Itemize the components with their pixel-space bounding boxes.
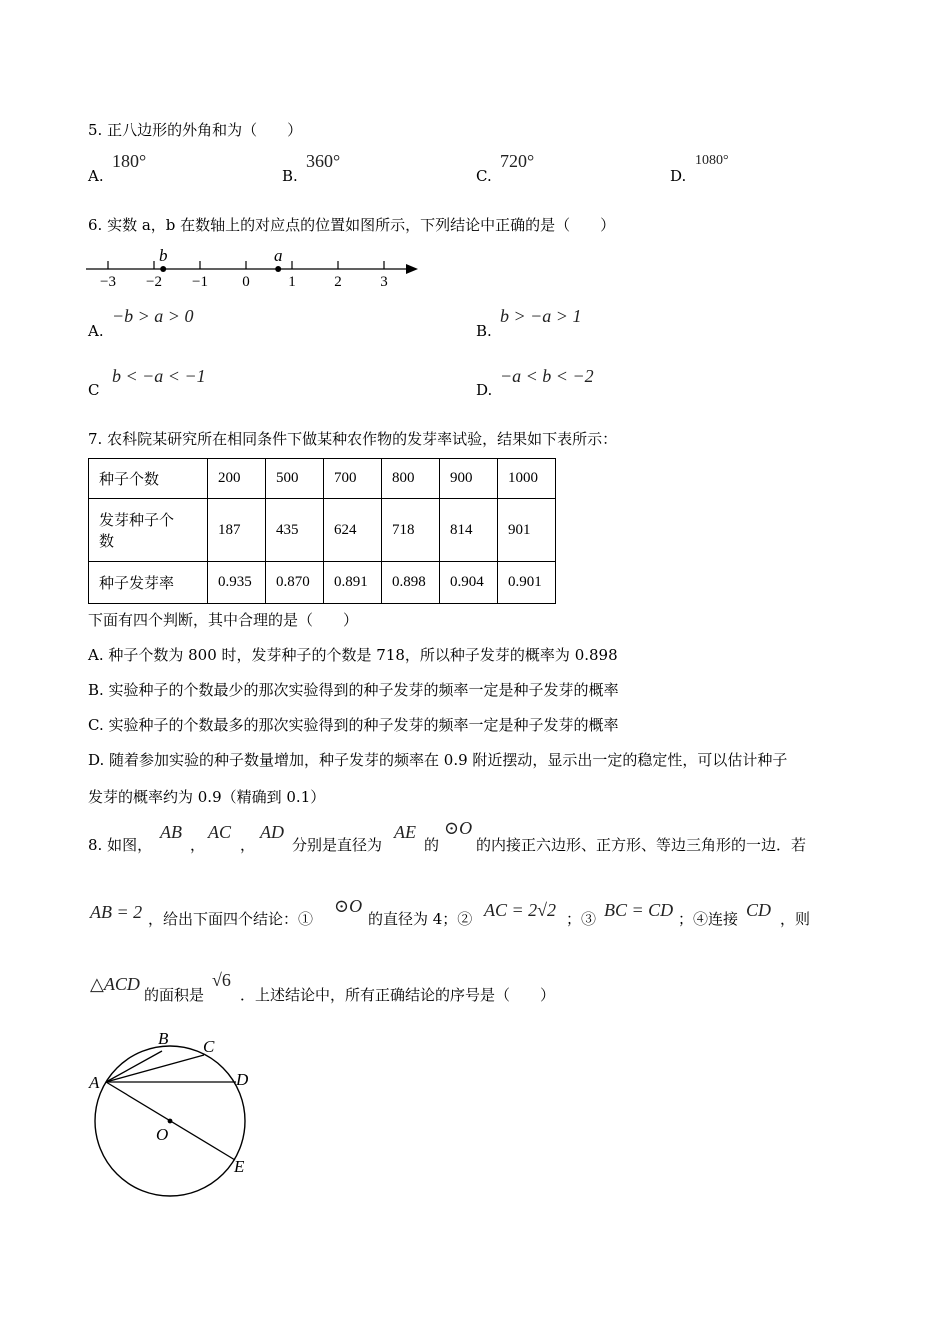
- number-line-arrow-icon: [406, 264, 418, 274]
- number-line-label-b: b: [158, 246, 168, 265]
- q5-option-d-value: 1080°: [695, 153, 729, 168]
- table-cell: 0.891: [324, 562, 382, 604]
- q8-text: 的面积是: [144, 986, 205, 1004]
- q6-option-a-value: −b > a > 0: [112, 306, 194, 326]
- table-cell: 0.898: [382, 562, 440, 604]
- q8-comma: ，: [190, 836, 206, 854]
- q5-option-b-value: 360°: [306, 151, 341, 171]
- label-o: O: [156, 1125, 169, 1144]
- q8-text: ；④连接: [678, 910, 739, 928]
- q8-math-circle-o: ⊙O: [444, 818, 473, 838]
- chord-ac: [106, 1055, 204, 1082]
- center-o-point: [168, 1119, 173, 1124]
- q7-option-a: A. 种子个数为 800 时，发芽种子的个数是 718，所以种子发芽的概率为 0.898: [88, 646, 618, 664]
- q6-option-c-value: b < −a < −1: [112, 366, 206, 386]
- q5-option-b-label: B.: [282, 167, 298, 185]
- table-cell: 1000: [498, 459, 556, 499]
- number-line-tick-label: −1: [192, 274, 208, 290]
- table-cell: 500: [266, 459, 324, 499]
- q8-math-sqrt6: √6: [212, 970, 231, 990]
- label-e: E: [234, 1157, 245, 1176]
- number-line-tick-label: −2: [146, 274, 162, 290]
- table-cell: [89, 499, 208, 562]
- table-cell: 700: [324, 459, 382, 499]
- q5-option-d-label: D.: [670, 167, 687, 185]
- q8-text: 的内接正六边形、正方形、等边三角形的一边．若: [476, 836, 807, 854]
- q8-math-ac-eq: AC = 2√2: [484, 900, 557, 920]
- table-cell: 187: [208, 499, 266, 562]
- q7-germination-table: [88, 458, 556, 604]
- q6-option-d-label: D.: [476, 381, 493, 399]
- label-d: D: [236, 1070, 249, 1089]
- q8-num: 8. 如图，: [88, 836, 153, 854]
- q7-stem: 7. 农科院某研究所在相同条件下做某种农作物的发芽率试验，结果如下表所示：: [88, 430, 618, 448]
- q6-stem: 6. 实数 a，b 在数轴上的对应点的位置如图所示，下列结论中正确的是（ ）: [88, 216, 616, 234]
- q7-prompt: 下面有四个判断，其中合理的是（ ）: [88, 611, 359, 629]
- table-cell: 901: [498, 499, 556, 562]
- q7-option-d-continued: 发芽的概率约为 0.9（精确到 0.1）: [88, 788, 326, 806]
- q6-option-a-label: A.: [88, 322, 104, 340]
- q8-math-triangle-acd: △ACD: [90, 974, 140, 994]
- table-row: [89, 459, 556, 499]
- q5-option-a-value: 180°: [112, 151, 147, 171]
- table-cell: 种子个数: [89, 459, 208, 499]
- q8-comma: ，: [240, 836, 256, 854]
- table-row: [89, 562, 556, 604]
- table-cell: 0.870: [266, 562, 324, 604]
- q7-option-d: D. 随着参加实验的种子数量增加，种子发芽的频率在 0.9 附近摆动，显示出一定的稳定性，可以估计种子: [88, 751, 788, 769]
- q6-number-line: [84, 244, 424, 294]
- q6-option-d-value: −a < b < −2: [500, 366, 594, 386]
- number-line-tick-label: −3: [100, 274, 116, 290]
- table-cell: 900: [440, 459, 498, 499]
- q8-math-circle-o-2: ⊙O: [334, 896, 363, 916]
- q8-math-arc-eq: BC = CD: [604, 900, 674, 920]
- q8-text: ，则: [780, 910, 811, 928]
- number-line-point-b: [160, 266, 166, 272]
- number-line-tick-label: 0: [242, 274, 250, 290]
- number-line-label-a: a: [273, 246, 283, 265]
- table-cell: 0.904: [440, 562, 498, 604]
- table-cell: 435: [266, 499, 324, 562]
- label-a: A: [89, 1073, 100, 1092]
- number-line-tick-label: 2: [334, 274, 342, 290]
- table-cell: 200: [208, 459, 266, 499]
- q5-option-a-label: A.: [88, 167, 104, 185]
- q8-text: ；③: [566, 910, 597, 928]
- number-line-tick-label: 1: [288, 274, 296, 290]
- table-cell: 718: [382, 499, 440, 562]
- table-cell-line: 发芽种子个: [99, 511, 175, 529]
- q8-math-ac: AC: [208, 822, 232, 842]
- table-cell: 0.901: [498, 562, 556, 604]
- table-cell: 624: [324, 499, 382, 562]
- q8-math-ab: AB: [160, 822, 182, 842]
- table-cell: 种子发芽率: [89, 562, 208, 604]
- q8-math-ab-eq: AB = 2: [90, 902, 143, 922]
- q5-option-c-label: C.: [476, 167, 492, 185]
- table-row: [89, 499, 556, 562]
- q5-stem: 5. 正八边形的外角和为（ ）: [88, 121, 303, 139]
- label-c: C: [203, 1037, 215, 1056]
- q8-text: 的: [424, 836, 440, 854]
- q6-option-b-value: b > −a > 1: [500, 306, 582, 326]
- table-cell: 800: [382, 459, 440, 499]
- q7-option-b: B. 实验种子的个数最少的那次实验得到的种子发芽的频率一定是种子发芽的概率: [88, 681, 619, 699]
- q6-option-b-label: B.: [476, 322, 492, 340]
- q8-text: 分别是直径为: [292, 836, 383, 854]
- table-cell-line: 数: [99, 532, 115, 550]
- q6-option-c-label: C: [88, 381, 100, 399]
- q8-math-cd: CD: [746, 900, 772, 920]
- q8-text: ，给出下面四个结论：①: [148, 910, 314, 928]
- q8-text: ．上述结论中，所有正确结论的序号是（ ）: [240, 986, 556, 1004]
- q8-circle-figure: [80, 1020, 270, 1210]
- q8-math-ae: AE: [394, 822, 416, 842]
- table-cell: 0.935: [208, 562, 266, 604]
- q7-option-c: C. 实验种子的个数最多的那次实验得到的种子发芽的频率一定是种子发芽的概率: [88, 716, 619, 734]
- number-line-tick-label: 3: [380, 274, 388, 290]
- table-cell: 814: [440, 499, 498, 562]
- label-b: B: [158, 1029, 169, 1048]
- number-line-point-a: [275, 266, 281, 272]
- q8-math-ad: AD: [260, 822, 284, 842]
- q5-option-c-value: 720°: [500, 151, 535, 171]
- q8-text: 的直径为 4；②: [368, 910, 473, 928]
